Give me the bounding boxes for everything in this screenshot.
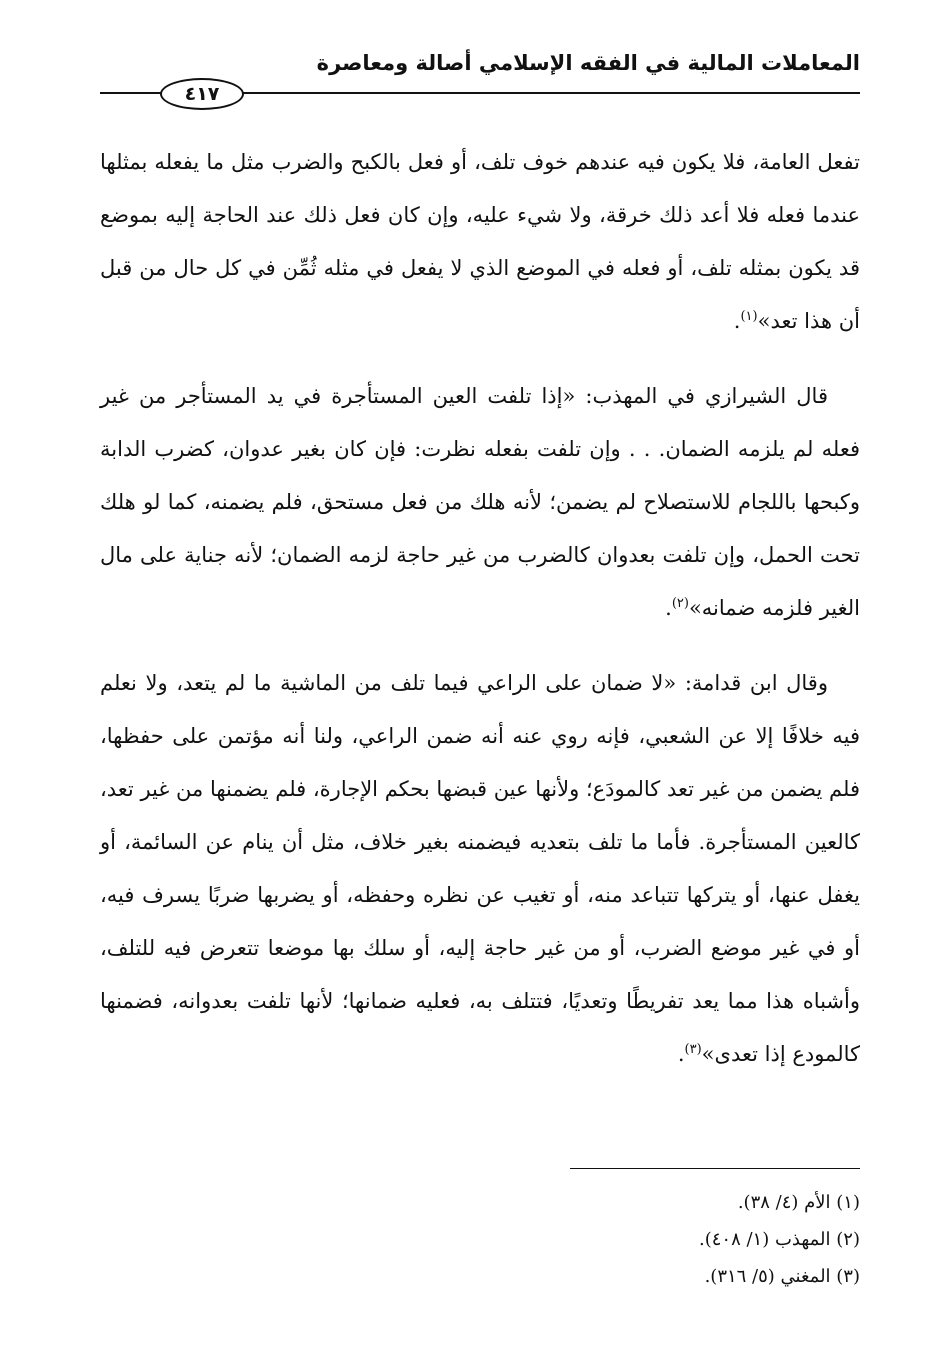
paragraph-end: . (733, 309, 741, 333)
footnote-ref: (٣) (684, 1042, 702, 1057)
paragraph-2 (100, 370, 860, 635)
paragraph-end: . (677, 1042, 685, 1066)
paragraph-text: قال الشيرازي في المهذب: «إذا تلفت العين المستأجرة في يد المستأجر من غير فعله لم يلزمه الضمان. . . وإن تلفت بفعله نظرت: فإن كان بغير عدوان، كضرب الدابة وكبحها باللجام للاستصلاح لم يضمن؛ لأنه هلك من فعل مستحق، فلم يضمنه، كما لو هلك تحت الحمل، وإن تلفت بعدوان كالضرب من غير حاجة لزمه الضمان؛ لأنه جناية على مال الغير فلزمه ضمانه» (100, 384, 860, 620)
page-number-badge: ٤١٧ (160, 78, 244, 110)
main-text (100, 136, 860, 1103)
paragraph-1 (100, 136, 860, 348)
footnote-ref: (٢) (671, 596, 689, 611)
footnote-ref: (١) (740, 309, 758, 324)
footnote-item: (٢) المهذب (١/ ٤٠٨). (698, 1229, 860, 1250)
paragraph-3 (100, 657, 860, 1081)
footnote-item: (١) الأم (٤/ ٣٨). (737, 1192, 860, 1213)
paragraph-text: تفعل العامة، فلا يكون فيه عندهم خوف تلف، أو فعل بالكبح والضرب مثل ما يفعله بمثلها عندما فعله فلا أعد ذلك خرقة، ولا شيء عليه، وإن كان فعل ذلك عند الحاجة إليه بموضع قد يكون بمثله تلف، أو فعله في الموضع الذي لا يفعل في مثله ثُمِّن في كل حال من قبل أن هذا تعد» (100, 150, 860, 333)
paragraph-end: . (665, 596, 672, 620)
footnote-separator (570, 1168, 860, 1169)
paragraph-text: وقال ابن قدامة: «لا ضمان على الراعي فيما تلف من الماشية ما لم يتعد، ولا نعلم فيه خلافًا إلا عن الشعبي، فإنه روي عنه أنه ضمن الراعي، ولنا أنه مؤتمن على حفظها، فلم يضمن من غير تعد كالمودَع؛ ولأنها عين قبضها بحكم الإجارة، فلم يضمنها من غير تعد، كالعين المستأجرة. فأما ما تلف بتعديه فيضمنه بغير خلاف، مثل أن ينام عن السائمة، أو يغفل عنها، أو يتركها تتباعد منه، أو تغيب عن نظره وحفظه، أو يضربها ضربًا يسرف فيه، أو في غير موضع الضرب، أو من غير حاجة إليه، أو سلك بها موضعا تتعرض فيه للتلف، وأشباه هذا مما يعد تفريطًا وتعديًا، فتتلف به، فعليه ضمانها؛ لأنها تلفت بعدوانه، فضمنها كالمودع إذا تعدى» (100, 671, 860, 1066)
footnote-item: (٣) المغني (٥/ ٣١٦). (704, 1266, 860, 1287)
running-header-title: المعاملات المالية في الفقه الإسلامي أصالة ومعاصرة (316, 51, 860, 75)
footnotes (160, 1184, 860, 1295)
